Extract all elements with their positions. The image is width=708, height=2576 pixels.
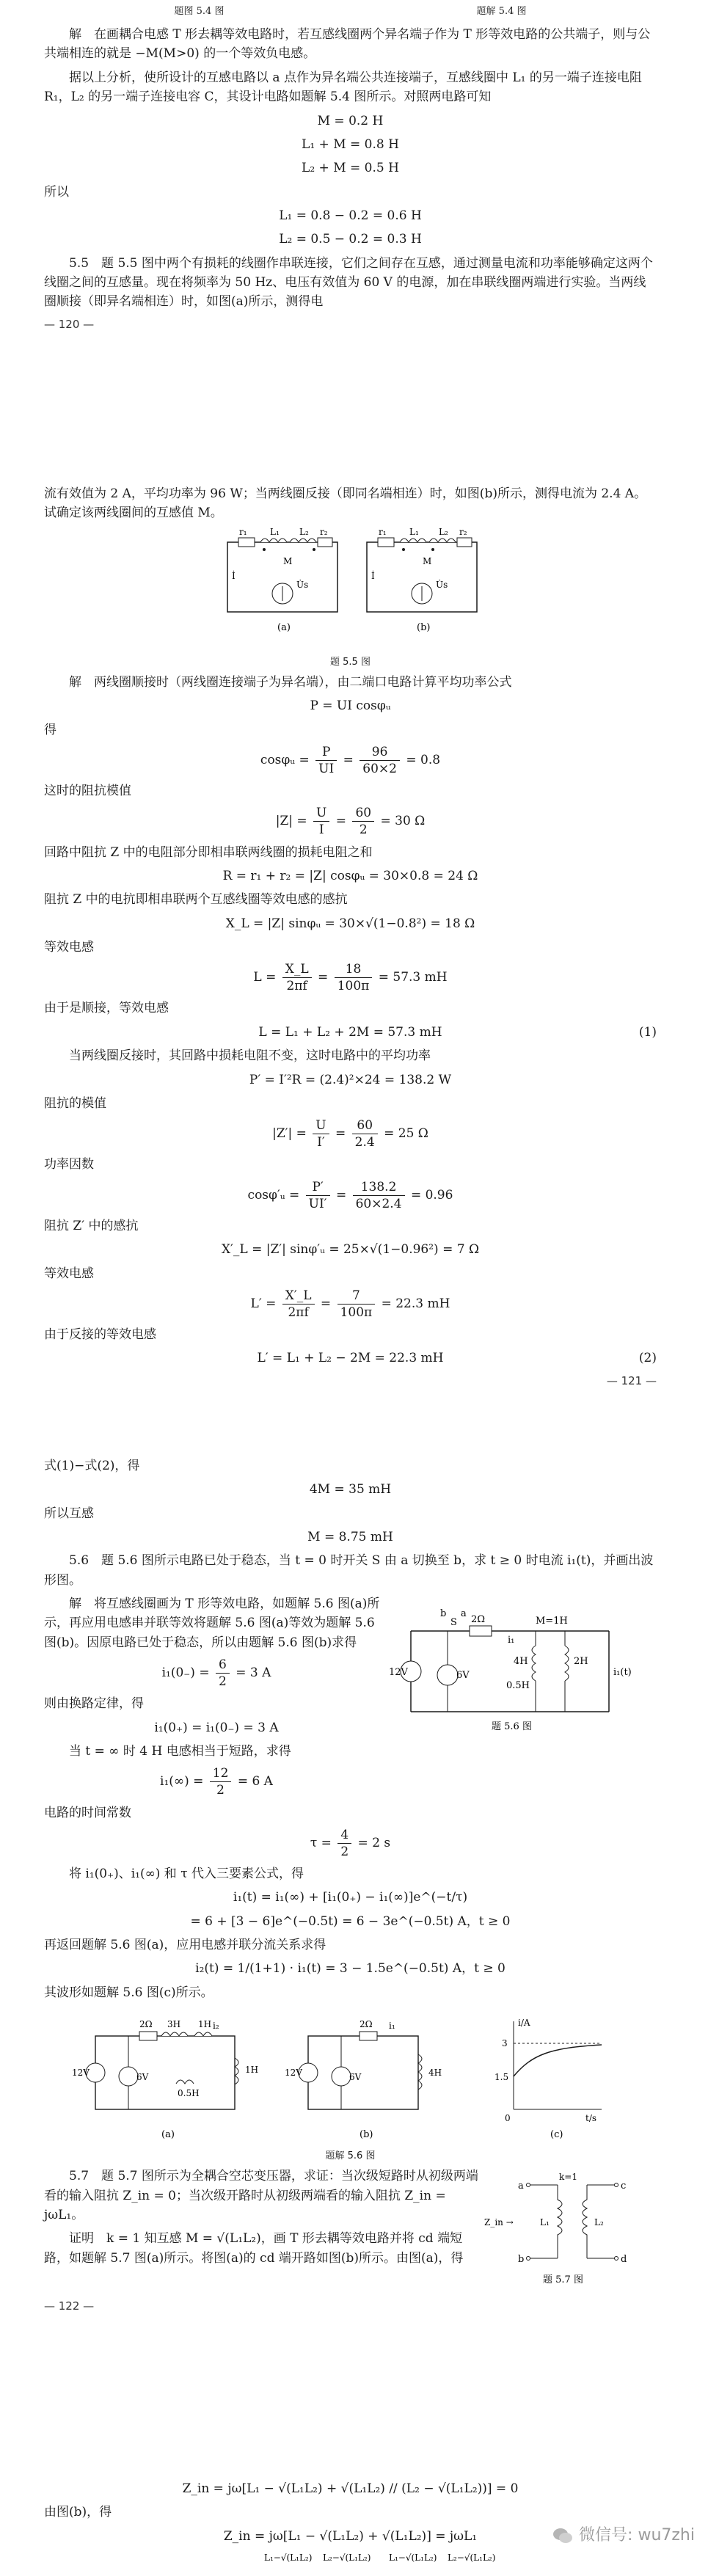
label-1h: 1H [245, 2065, 259, 2076]
wechat-watermark [552, 2523, 695, 2548]
page-121 [0, 484, 708, 1390]
label-l1: L₁ [409, 527, 419, 537]
equation-z: |Z| = $\frac{U}{I}$ = $\frac{60}{2}$ = 30 Ω [275, 806, 426, 838]
paragraph: 证明 k = 1 知互感 M = √(L₁L₂)，画 T 形去耦等效电路并将 cd 端短路，如题解 5.7 图(a)所示。将图(a)的 cd 端开路如图(b)所示。由图(a)，得 [44, 2231, 464, 2266]
paragraph: 等效电感 [44, 1266, 94, 1281]
label-i: İ [232, 570, 236, 581]
label-2ohm: 2Ω [360, 2019, 373, 2030]
paragraph: 当两线圈反接时，其回路中损耗电阻不变，这时电路中的平均功率 [69, 1048, 431, 1064]
paragraph: 回路中阻抗 Z 中的电阻部分即相串联两线圈的损耗电阻之和 [44, 844, 373, 860]
figure-caption: 题 5.7 图 [543, 2274, 583, 2286]
figure-solution-5-6 [44, 2007, 657, 2146]
label-t: t/s [585, 2113, 597, 2124]
paragraph: 所以互感 [44, 1506, 94, 1521]
equation-cos-prime: cosφ′ᵤ = $\frac{P'}{UI'}$ = $\frac{138.2}{60\times 2.4}$ = 0.96 [247, 1179, 453, 1211]
equation: X_L = |Z| sinφᵤ = 30×√(1−0.8²) = 18 Ω [225, 916, 475, 931]
label-a: a [518, 2181, 524, 2192]
equation-z-prime: |Z′| = $\frac{U}{I'}$ = $\frac{60}{2.4}$ = 25 Ω [272, 1118, 428, 1150]
tick-0: 0 [505, 2113, 511, 2124]
label-2h: 2H [574, 1656, 588, 1668]
equation-l-prime: L′ = $\frac{X'\_L}{2\pi f}$ = $\frac{7}{100\pi}$ = 22.3 mH [250, 1288, 450, 1321]
equation: R = r₁ + r₂ = |Z| cosφᵤ = 30×0.8 = 24 Ω [222, 868, 478, 883]
label-it: i₁(t) [613, 1667, 632, 1679]
wechat-icon [552, 2527, 573, 2544]
equation: i₂(t) = 1/(1+1) · i₁(t) = 3 − 1.5e^(−0.5t) A，t ≥ 0 [195, 1961, 506, 1977]
paragraph: 由于反接的等效电感 [44, 1327, 156, 1343]
label-l2: L₂ [439, 527, 448, 537]
label-m: M [283, 555, 293, 566]
label-4h: 4H [428, 2068, 442, 2079]
paragraph: 解 将互感线圈画为 T 形等效电路，如题解 5.6 图(a)所示，再应用电感串并联等效将题解 5.6 图(a)等效为题解 5.6 图(b)。因原电路已处于稳态，所以由题解 5.6 图(b)求得 [44, 1597, 380, 1650]
equation-tau: τ = $\frac{4}{2}$ = 2 s [310, 1827, 391, 1859]
figure-caption: 题 5.6 图 [492, 1721, 532, 1733]
label-r1: r₁ [239, 527, 247, 537]
equation-cos: cosφᵤ = $\frac{P}{UI}$ = $\frac{96}{60\times 2}$ = 0.8 [260, 744, 441, 776]
paragraph: 电路的时间常数 [44, 1805, 131, 1820]
sub-label-b: (b) [360, 2129, 373, 2141]
label-4h: 4H [514, 1656, 528, 1668]
paragraph: 流有效值为 2 A，平均功率为 96 W；当两线圈反接（即同名端相连）时，如图(b)所示，测得电流为 2.4 A。试确定该两线圈间的互感值 M。 [44, 486, 647, 521]
tick-15: 1.5 [494, 2072, 509, 2083]
label-s: S [450, 1617, 457, 1629]
paragraph: 由于是顺接，等效电感 [44, 1001, 169, 1016]
label-2ohm: 2Ω [471, 1614, 486, 1626]
page-number: — 122 — [44, 2299, 95, 2313]
problem-5-7-block [44, 2167, 657, 2297]
label-ia: i/A [518, 2018, 530, 2029]
paragraph: 将 i₁(0₊)、i₁(∞) 和 τ 代入三要素公式，得 [69, 1867, 304, 1882]
paragraph: 功率因数 [44, 1157, 94, 1172]
label-a: a [461, 1608, 467, 1620]
equation: i₁(0₊) = i₁(0₋) = 3 A [154, 1720, 279, 1735]
equation-iinf: i₁(∞) = $\frac{12}{2}$ = 6 A [160, 1766, 273, 1798]
equation: M = 0.2 H [317, 113, 384, 128]
equation-numbered: L = L₁ + L₂ + 2M = 57.3 mH (1) [44, 1023, 657, 1042]
sub-label-b: (b) [417, 621, 431, 633]
caption-left: 题图 5.4 图 [174, 6, 225, 17]
paragraph: 所以 [44, 184, 69, 200]
label-i1: i₁ [508, 1635, 515, 1646]
waveform-curve [514, 2045, 602, 2076]
figure-caption-row [175, 4, 527, 19]
page-122 [0, 1456, 708, 2315]
label-l2-minus: L₂−√(L₁L₂) [448, 2553, 496, 2564]
equation: L₂ + M = 0.5 H [302, 161, 399, 176]
page-number: — 120 — [44, 317, 95, 331]
equation-numbered: L′ = L₁ + L₂ − 2M = 22.3 mH (2) [44, 1349, 657, 1368]
label-6v: 6V [349, 2072, 362, 2083]
paragraph: 这时的阻抗模值 [44, 784, 131, 799]
equation-i0minus: i₁(0₋) = $\frac{6}{2}$ = 3 A [161, 1657, 271, 1690]
paragraph: 式(1)−式(2)，得 [44, 1459, 140, 1473]
figure-5-6-column [389, 1594, 653, 1740]
figure-5-5-circuits [44, 528, 657, 652]
equation: X′_L = |Z′| sinφ′ᵤ = 25×√(1−0.96²) = 7 Ω [221, 1242, 480, 1258]
label-m: M=1H [536, 1616, 568, 1627]
label-i2: i₂ [213, 2021, 219, 2032]
label-12v: 12V [389, 1667, 408, 1679]
paragraph: 其波形如题解 5.6 图(c)所示。 [44, 1985, 214, 2000]
equation: Z_in = jω[L₁ − √(L₁L₂) + √(L₁L₂) // (L₂ − √(L₁L₂))] = 0 [182, 2481, 519, 2496]
problem-5-7-text [44, 2167, 484, 2272]
subfig-a [72, 2019, 258, 2140]
paragraph: 得 [44, 722, 56, 737]
figure-solution-5-7-partial [44, 2550, 657, 2565]
label-l1: L₁ [270, 527, 280, 537]
figure-caption: 题解 5.6 图 [325, 2150, 376, 2162]
label-6v: 6V [456, 1670, 470, 1682]
label-3h: 3H [167, 2019, 181, 2030]
label-m: M [423, 555, 432, 566]
label-05h: 0.5H [178, 2088, 200, 2099]
page-number: — 121 — [606, 1373, 657, 1387]
solution-column [44, 1594, 389, 1803]
label-6v: 6V [136, 2072, 149, 2083]
paragraph: 则由换路定律，得 [44, 1696, 144, 1712]
caption-right: 题解 5.4 图 [476, 6, 527, 17]
equation: = 6 + [3 − 6]e^(−0.5t) = 6 − 3e^(−0.5t) A，t ≥ 0 [190, 1913, 511, 1929]
paragraph: 5.6 题 5.6 图所示电路已处于稳态，当 t = 0 时开关 S 由 a 切换至 b，求 t ≥ 0 时电流 i₁(t)，并画出波形图。 [44, 1553, 654, 1588]
label-zin: Z_in → [484, 2217, 514, 2228]
label-12v: 12V [72, 2068, 90, 2079]
paragraph: 阻抗 Z′ 中的感抗 [44, 1218, 139, 1233]
label-l2: L₂ [594, 2217, 604, 2228]
equation-l: L = $\frac{X\_L}{2\pi f}$ = $\frac{18}{100\pi}$ = 57.3 mH [253, 962, 448, 994]
equation-number: (2) [638, 1351, 657, 1366]
equation: P = UI cosφᵤ [310, 698, 391, 714]
label-d: d [621, 2254, 627, 2266]
label-l1: L₁ [540, 2217, 550, 2228]
equation: Z_in = jω[L₁ − √(L₁L₂) + √(L₁L₂)] = jωL₁ [223, 2528, 478, 2544]
sub-label-a: (a) [277, 621, 291, 633]
page-120-bottom [0, 4, 708, 333]
equation-number: (1) [638, 1024, 657, 1040]
paragraph: 5.7 题 5.7 图所示为全耦合空芯变压器，求证：当次级短路时从初级两端看的输入阻抗 Z_in = 0；当次级开路时从初级两端看的输入阻抗 Z_in = jωL₁。 [44, 2169, 478, 2222]
paragraph: 当 t = ∞ 时 4 H 电感相当于短路，求得 [69, 1743, 291, 1759]
label-1h: 1H [198, 2019, 212, 2030]
paragraph: 解 两线圈顺接时（两线圈连接端子为异名端），由二端口电路计算平均功率公式 [69, 674, 512, 690]
label-l1-minus: L₁−√(L₁L₂) [389, 2553, 437, 2564]
label-2ohm: 2Ω [139, 2019, 153, 2030]
paragraph: 阻抗 Z 中的电抗即相串联两个互感线圈等效电感的感抗 [44, 892, 348, 908]
subfig-b [285, 2019, 442, 2140]
subfig-c-waveform [494, 2018, 602, 2140]
label-k: k=1 [559, 2172, 577, 2183]
equation: L₂ = 0.5 − 0.2 = 0.3 H [279, 232, 422, 247]
equation: L₁ + M = 0.8 H [302, 136, 399, 152]
label-b: b [518, 2254, 525, 2266]
label-i: İ [371, 570, 375, 581]
paragraph: 等效电感 [44, 939, 94, 955]
figure-5-7-column [484, 2167, 657, 2297]
label-l1-minus: L₁−√(L₁L₂) [264, 2553, 313, 2564]
tick-3: 3 [502, 2038, 508, 2049]
paragraph: 再返回题解 5.6 图(a)，应用电感并联分流关系求得 [44, 1938, 326, 1953]
label-c: c [621, 2181, 627, 2192]
label-r2: r₂ [320, 527, 328, 537]
sub-label-a: (a) [161, 2129, 175, 2141]
label-12v: 12V [285, 2068, 302, 2079]
label-u: U̇s [436, 579, 448, 590]
paragraph: 阻抗的模值 [44, 1095, 106, 1111]
figure-caption: 题 5.5 图 [330, 656, 371, 668]
paragraph: 5.5 题 5.5 图中两个有损耗的线圈作串联连接，它们之间存在互感，通过测量电流和功率能够确定这两个线圈之间的互感量。现在将频率为 50 Hz、电压有效值为 60 V 的电源，加在串联线圈两端进行实验。当两线圈顺接（即异名端相连）时，如图(a)所示，测得电 [44, 255, 653, 310]
figure-5-7-transformer [484, 2167, 657, 2291]
sub-label-c: (c) [550, 2129, 563, 2141]
label-05h: 0.5H [506, 1680, 530, 1692]
paragraph: 由图(b)，得 [44, 2505, 112, 2520]
label-l2: L₂ [299, 527, 309, 537]
circuit-b [367, 528, 477, 633]
equation: L₁ = 0.8 − 0.2 = 0.6 H [279, 208, 422, 223]
paragraph: 解 在画耦合电感 T 形去耦等效电路时，若互感线圈两个异名端子作为 T 形等效电路的公共端子，则与公共端相连的就是 −M(M>0) 的一个等效负电感。 [44, 27, 651, 62]
label-r1: r₁ [379, 527, 387, 537]
equation: M = 8.75 mH [307, 1530, 393, 1545]
label-l2-minus: L₂−√(L₁L₂) [323, 2553, 371, 2564]
label-r2: r₂ [459, 527, 467, 537]
label-b: b [440, 1608, 447, 1620]
paragraph: 据以上分析，使所设计的互感电路以 a 点作为异名端公共连接端子，互感线圈中 L₁ 的另一端子连接电阻 R₁，L₂ 的另一端子连接电容 C，其设计电路如题解 5.4 图所示。对照两电路可知 [44, 70, 642, 105]
circuit-a [227, 528, 337, 633]
label-u: U̇s [296, 579, 309, 590]
label-i1: i₁ [389, 2021, 395, 2032]
equation: P′ = I′²R = (2.4)²×24 = 138.2 W [249, 1072, 452, 1087]
equation: i₁(t) = i₁(∞) + [i₁(0₊) − i₁(∞)]e^(−t/τ) [233, 1890, 468, 1905]
problem-5-6-block [44, 1594, 657, 1803]
watermark-text: 微信号: wu7zhi [579, 2525, 695, 2544]
figure-5-6-circuit [389, 1594, 653, 1734]
equation: 4M = 35 mH [309, 1482, 392, 1497]
